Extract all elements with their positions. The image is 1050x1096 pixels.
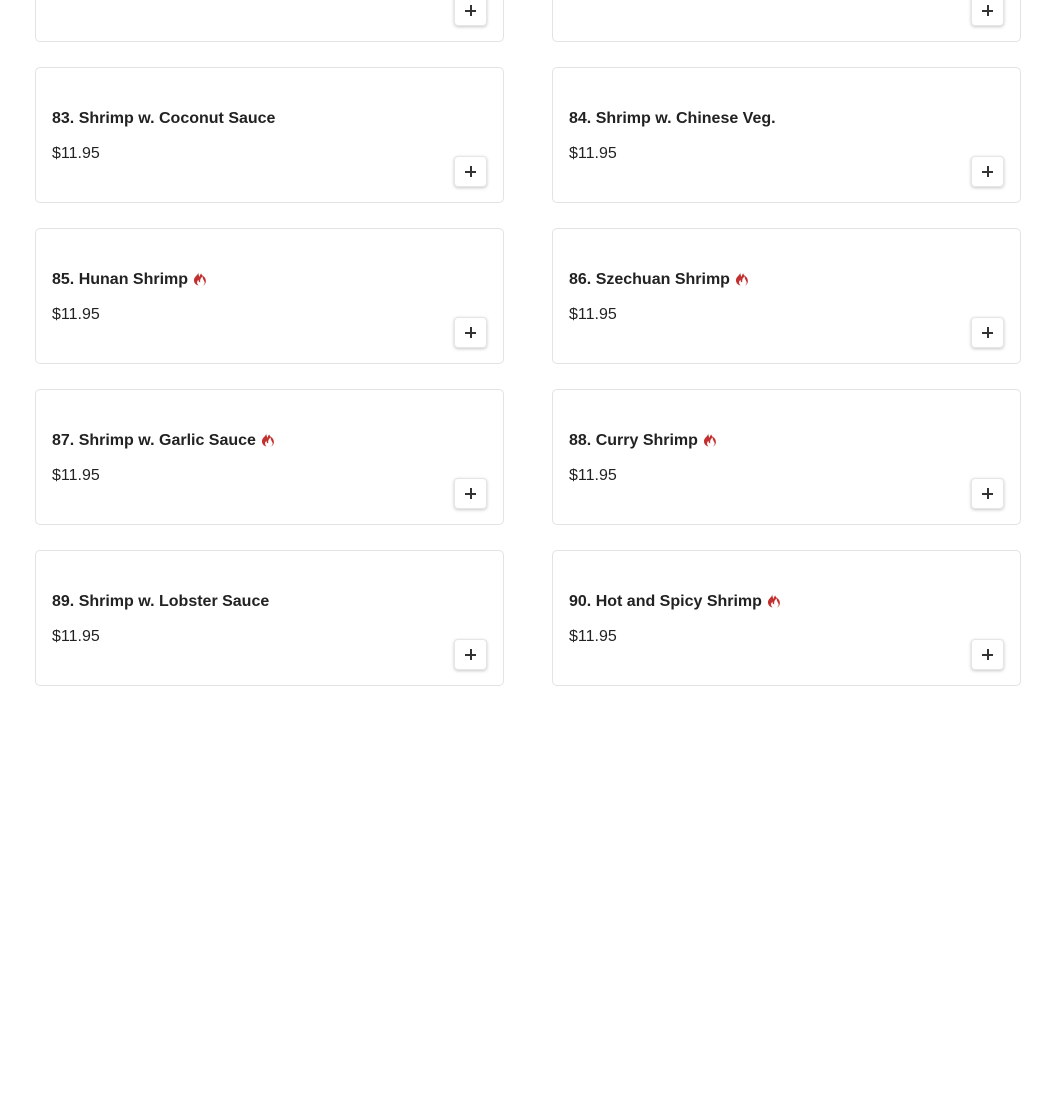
add-item-button[interactable] <box>454 156 487 187</box>
menu-item-card[interactable] <box>552 389 1021 525</box>
menu-item-card[interactable] <box>35 67 504 203</box>
add-item-button[interactable] <box>971 156 1004 187</box>
menu-item-card[interactable] <box>552 550 1021 686</box>
menu-item-price: $11.95 <box>569 145 617 162</box>
flame-icon <box>767 593 780 608</box>
plus-icon <box>465 5 476 16</box>
menu-item-name: 90. Hot and Spicy Shrimp <box>569 593 780 611</box>
menu-item-card[interactable] <box>35 0 504 42</box>
plus-icon <box>465 649 476 660</box>
add-item-button[interactable] <box>454 639 487 670</box>
plus-icon <box>465 166 476 177</box>
menu-item-card[interactable] <box>35 550 504 686</box>
plus-icon <box>982 327 993 338</box>
plus-icon <box>982 649 993 660</box>
menu-item-price: $11.95 <box>52 628 100 645</box>
menu-item-card[interactable] <box>35 228 504 364</box>
plus-icon <box>982 5 993 16</box>
add-item-button[interactable] <box>971 639 1004 670</box>
menu-item-name: 84. Shrimp w. Chinese Veg. <box>569 110 776 127</box>
menu-item-price: $11.95 <box>569 628 617 645</box>
menu-item-name: 85. Hunan Shrimp <box>52 271 206 289</box>
menu-item-card[interactable] <box>35 389 504 525</box>
add-item-button[interactable] <box>454 0 487 26</box>
plus-icon <box>982 166 993 177</box>
menu-item-card[interactable] <box>552 67 1021 203</box>
menu-item-price: $11.95 <box>52 467 100 484</box>
menu-item-price: $11.95 <box>52 145 100 162</box>
menu-item-card[interactable] <box>552 228 1021 364</box>
menu-item-price: $11.95 <box>52 306 100 323</box>
plus-icon <box>465 488 476 499</box>
add-item-button[interactable] <box>454 317 487 348</box>
menu-item-name: 86. Szechuan Shrimp <box>569 271 748 289</box>
menu-item-name: 87. Shrimp w. Garlic Sauce <box>52 432 274 450</box>
add-item-button[interactable] <box>971 478 1004 509</box>
plus-icon <box>465 327 476 338</box>
menu-item-price: $11.95 <box>569 467 617 484</box>
menu-item-name: 83. Shrimp w. Coconut Sauce <box>52 110 276 127</box>
menu-item-name: 89. Shrimp w. Lobster Sauce <box>52 593 270 610</box>
flame-icon <box>193 271 206 286</box>
flame-icon <box>735 271 748 286</box>
menu-item-price: $11.95 <box>569 306 617 323</box>
menu-item-card[interactable] <box>552 0 1021 42</box>
flame-icon <box>703 432 716 447</box>
add-item-button[interactable] <box>971 0 1004 26</box>
menu-item-name: 88. Curry Shrimp <box>569 432 716 450</box>
add-item-button[interactable] <box>454 478 487 509</box>
flame-icon <box>261 432 274 447</box>
plus-icon <box>982 488 993 499</box>
menu-items-grid <box>35 0 1021 686</box>
add-item-button[interactable] <box>971 317 1004 348</box>
